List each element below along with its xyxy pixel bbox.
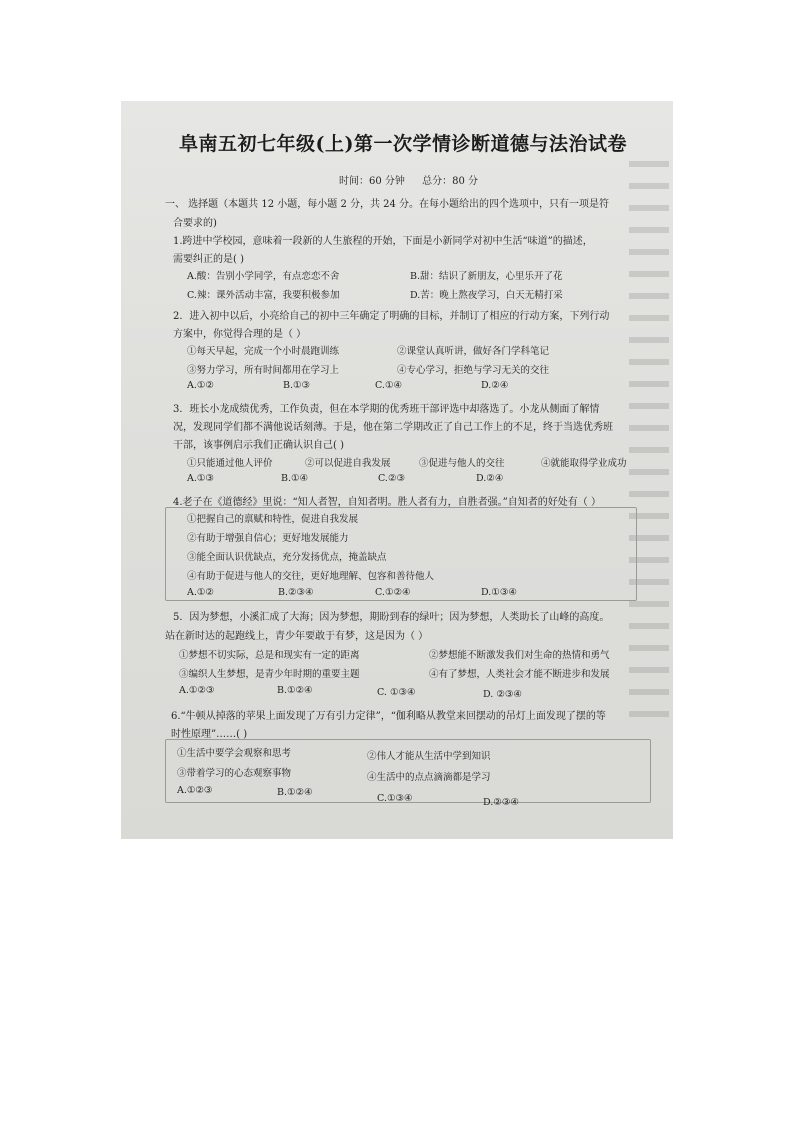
q3-option-c: C.②③	[378, 473, 405, 484]
q6-option-d: D.②③④	[483, 797, 519, 808]
q2-option-a: A.①②	[187, 380, 214, 391]
q3-item-1: ①只能通过他人评价	[187, 458, 273, 469]
q4-item-2: ②有助于增强自信心；更好地发展能力	[187, 533, 349, 544]
exam-meta	[339, 172, 492, 187]
q3-stem-line-1: 3．班长小龙成绩优秀，工作负责，但在本学期的优秀班干部评选中却落选了。小龙从侧面了解情	[173, 404, 600, 415]
q6-item-3: ③带着学习的心态观察事物	[177, 768, 292, 779]
q6-stem-line-1: 6.“牛顿从掉落的苹果上面发现了万有引力定律”，“伽利略从教堂来回摆动的吊灯上面发现了摆的等	[171, 711, 606, 722]
q5-item-3: ③编织人生梦想，是青少年时期的重要主题	[179, 669, 360, 680]
q2-option-c: C.①④	[375, 380, 402, 391]
q1-stem-line-2: 需要纠正的是( )	[173, 254, 244, 265]
q6-option-c: C.①③④	[377, 793, 413, 804]
q5-option-b: B.①②④	[277, 685, 313, 696]
q6-option-b: B.①②④	[277, 787, 313, 798]
q3-stem-line-3: 干部，该事例启示我们正确认识自己( )	[173, 440, 344, 451]
q2-item-2: ②课堂认真听讲，做好各门学科笔记	[397, 346, 550, 357]
q2-stem-line-2: 方案中，你觉得合理的是（ ）	[173, 329, 307, 340]
q2-item-4: ④专心学习，拒绝与学习无关的交往	[397, 365, 550, 376]
q5-stem-line-1: 5．因为梦想，小溪汇成了大海；因为梦想，期盼到春的绿叶；因为梦想，人类助长了山峰的高度。	[173, 612, 610, 623]
q5-option-c: C. ①③④	[377, 687, 416, 698]
exam-title: 阜南五初七年级(上)第一次学情诊断道德与法治试卷	[179, 133, 627, 155]
q4-option-b: B.②③④	[278, 587, 314, 598]
q6-option-a: A.①②③	[177, 785, 213, 796]
q5-item-4: ④有了梦想，人类社会才能不断进步和发展	[429, 669, 610, 680]
q3-option-a: A.①③	[187, 473, 214, 484]
q1-option-d: D.苦：晚上熬夜学习，白天无精打采	[410, 290, 563, 301]
q5-item-1: ①梦想不切实际，总是和现实有一定的距离	[179, 650, 360, 661]
q4-option-a: A.①②	[187, 587, 214, 598]
q3-option-b: B.①④	[281, 473, 309, 484]
q5-stem-line-2: 站在新时达的起跑线上，青少年要敢于有梦，这是因为（ ）	[165, 631, 429, 642]
q4-item-3: ③能全面认识优缺点，充分发扬优点，掩盖缺点	[187, 552, 387, 563]
q2-stem-line-1: 2．进入初中以后，小亮给自己的初中三年确定了明确的目标，并制订了相应的行动方案，下列行动	[173, 311, 610, 322]
q4-item-4: ④有助于促进与他人的交往，更好地理解、包容和善待他人	[187, 571, 435, 582]
q4-option-d: D.①③④	[481, 587, 517, 598]
section-heading-cont: 合要求的)	[173, 218, 217, 229]
q1-option-b: B.甜：结识了新朋友，心里乐开了花	[410, 271, 563, 282]
bleed-through-text	[629, 161, 669, 721]
q4-item-1: ①把握自己的禀赋和特性，促进自我发展	[187, 514, 359, 525]
q6-stem-line-2: 时性原理”……( )	[171, 729, 248, 740]
q1-option-a: A.酸：告别小学同学，有点恋恋不舍	[187, 271, 340, 282]
q3-stem-line-2: 况，发现同学们都不满他说话刻薄。于是，他在第二学期改正了自己工作上的不足，终于当选优秀班	[173, 422, 613, 433]
q2-item-1: ①每天早起，完成一个小时晨跑训练	[187, 346, 340, 357]
time-limit: 时间：60 分钟	[339, 176, 405, 187]
total-score: 总分：80 分	[422, 176, 478, 187]
q2-option-d: D.②④	[481, 380, 509, 391]
q5-option-a: A.①②③	[179, 685, 215, 696]
q6-item-1: ①生活中要学会观察和思考	[177, 748, 292, 759]
q4-stem: 4.老子在《道德经》里说：“知人者智，自知者明。胜人者有力，自胜者强。”自知者的好处有（ ）	[173, 497, 601, 508]
q5-item-2: ②梦想能不断激发我们对生命的热情和勇气	[429, 650, 610, 661]
q6-item-2: ②伟人才能从生活中学到知识	[367, 751, 491, 762]
q5-option-d: D. ②③④	[483, 689, 522, 700]
q2-option-b: B.①③	[283, 380, 311, 391]
q1-stem-line-1: 1.跨进中学校园，意味着一段新的人生旅程的开始，下面是小新同学对初中生活“味道”的描述，	[173, 236, 593, 247]
scanned-exam-photo	[121, 101, 673, 839]
section-heading: 一、 选择题（本题共 12 小题，每小题 2 分，共 24 分。在每小题给出的四个选项中，只有一项是符	[165, 199, 610, 210]
q3-item-2: ②可以促进自我发展	[305, 458, 391, 469]
q3-item-3: ③促进与他人的交往	[419, 458, 505, 469]
q3-item-4: ④就能取得学业成功	[541, 458, 627, 469]
q6-item-4: ④生活中的点点滴滴都是学习	[367, 772, 491, 783]
q3-option-d: D.②④	[476, 473, 504, 484]
q4-option-c: C.①②④	[375, 587, 411, 598]
q1-option-c: C.辣：课外活动丰富，我要积极参加	[187, 290, 340, 301]
q2-item-3: ③努力学习，所有时间都用在学习上	[187, 365, 340, 376]
